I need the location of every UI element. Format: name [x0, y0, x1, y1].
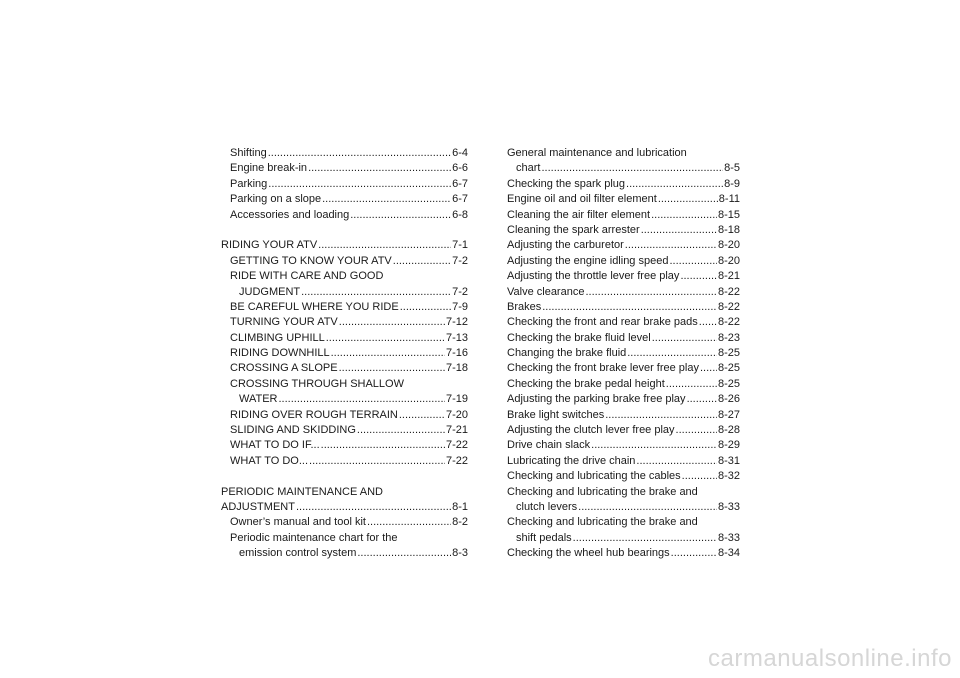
toc-entry[interactable] — [221, 346, 468, 361]
toc-page-number: 8-15 — [717, 208, 740, 221]
toc-entry[interactable] — [507, 161, 740, 176]
toc-leader-dots — [268, 177, 451, 192]
toc-column-left — [221, 146, 468, 562]
toc-leader-dots — [573, 531, 717, 546]
toc-leader-dots — [625, 238, 717, 253]
toc-page-number: 7-21 — [445, 424, 468, 437]
toc-page-number: 6-7 — [452, 177, 468, 190]
toc-leader-dots — [680, 269, 717, 284]
toc-page-number: 7-12 — [445, 316, 468, 329]
toc-entry[interactable] — [507, 300, 740, 315]
toc-leader-dots — [627, 346, 717, 361]
toc-leader-dots — [318, 238, 451, 253]
toc-entry[interactable] — [221, 285, 468, 300]
toc-entry-title: clutch levers — [516, 500, 578, 513]
toc-leader-dots — [585, 285, 717, 300]
toc-page-number: 8-18 — [717, 223, 740, 236]
toc-entry-title: RIDING DOWNHILL — [230, 347, 330, 360]
toc-entry-title: Checking the wheel hub bearings — [507, 547, 670, 560]
toc-entry-title: Shifting — [230, 146, 267, 159]
toc-leader-dots — [339, 315, 445, 330]
toc-leader-dots — [350, 208, 451, 223]
toc-page-number: 8-29 — [717, 439, 740, 452]
toc-entry[interactable] — [221, 269, 468, 284]
toc-entry[interactable] — [507, 377, 740, 392]
toc-page-number: 7-9 — [452, 300, 468, 313]
toc-page-number: 7-2 — [452, 254, 468, 267]
toc-leader-dots — [326, 331, 445, 346]
toc-entry-title: Checking the brake fluid level — [507, 331, 651, 344]
toc-entry-title: Changing the brake fluid — [507, 347, 627, 360]
toc-column-right — [507, 146, 740, 562]
toc-leader-dots — [669, 254, 717, 269]
toc-page-number: 8-11 — [718, 193, 740, 206]
toc-page-number: 7-18 — [445, 362, 468, 375]
toc-entry-title: PERIODIC MAINTENANCE AND — [221, 485, 383, 498]
toc-page-number: 8-22 — [717, 300, 740, 313]
toc-entry[interactable] — [507, 392, 740, 407]
toc-leader-dots — [658, 192, 718, 207]
toc-entry[interactable] — [507, 515, 740, 530]
toc-leader-dots — [357, 423, 445, 438]
toc-entry[interactable] — [507, 208, 740, 223]
toc-leader-dots — [666, 377, 717, 392]
toc-leader-dots — [301, 285, 451, 300]
toc-entry[interactable] — [507, 315, 740, 330]
toc-entry[interactable] — [507, 238, 740, 253]
toc-leader-dots — [296, 500, 451, 515]
toc-entry-title: CLIMBING UPHILL — [230, 331, 325, 344]
toc-entry[interactable] — [221, 192, 468, 207]
toc-leader-dots — [542, 300, 717, 315]
toc-entry-title: SLIDING AND SKIDDING — [230, 424, 356, 437]
toc-entry-title: TURNING YOUR ATV — [230, 316, 338, 329]
toc-entry-title: Checking the brake pedal height — [507, 377, 665, 390]
toc-entry-title: RIDING YOUR ATV — [221, 239, 318, 252]
toc-leader-dots — [393, 254, 451, 269]
toc-entry-title: Adjusting the parking brake free play — [507, 393, 686, 406]
toc-page-number: 7-20 — [445, 408, 468, 421]
toc-page-number: 8-22 — [717, 285, 740, 298]
toc-entry[interactable] — [221, 500, 468, 515]
toc-leader-dots — [541, 161, 723, 176]
toc-entry[interactable] — [221, 161, 468, 176]
toc-entry[interactable] — [221, 361, 468, 376]
toc-entry[interactable] — [221, 146, 468, 161]
toc-page-number: 7-1 — [452, 239, 468, 252]
toc-leader-dots — [399, 408, 445, 423]
toc-page-number: 8-26 — [717, 393, 740, 406]
toc-leader-dots — [605, 408, 717, 423]
toc-page-number: 8-20 — [717, 239, 740, 252]
toc-page-number: 8-5 — [724, 162, 740, 175]
toc-entry-title: Checking the spark plug — [507, 177, 626, 190]
toc-leader-dots — [321, 438, 445, 453]
toc-page-number: 6-7 — [452, 193, 468, 206]
toc-page-number: 7-22 — [445, 439, 468, 452]
toc-entry[interactable] — [507, 223, 740, 238]
toc-entry[interactable] — [507, 531, 740, 546]
toc-page-number: 6-6 — [452, 162, 468, 175]
toc-entry[interactable] — [221, 423, 468, 438]
toc-page-number: 8-1 — [452, 500, 468, 513]
toc-leader-dots — [636, 454, 717, 469]
toc-leader-dots — [309, 454, 445, 469]
toc-entry-title: Drive chain slack — [507, 439, 591, 452]
toc-leader-dots — [687, 392, 717, 407]
toc-entry[interactable] — [221, 254, 468, 269]
toc-entry[interactable] — [507, 500, 740, 515]
toc-entry-title: emission control system — [239, 547, 357, 560]
toc-page-number: 8-25 — [717, 362, 740, 375]
toc-entry[interactable] — [221, 300, 468, 315]
toc-page-number: 8-31 — [717, 454, 740, 467]
toc-entry[interactable] — [221, 438, 468, 453]
toc-entry-title: Periodic maintenance chart for the — [230, 531, 398, 544]
toc-entry-title: Parking — [230, 177, 268, 190]
toc-leader-dots — [700, 361, 717, 376]
toc-entry-title: Checking the front brake lever free play — [507, 362, 699, 375]
toc-entry-title: ADJUSTMENT — [221, 500, 295, 513]
toc-entry[interactable] — [221, 392, 468, 407]
toc-leader-dots — [578, 500, 717, 515]
toc-leader-dots — [671, 546, 717, 561]
toc-entry[interactable] — [507, 469, 740, 484]
toc-page-number: 8-25 — [717, 377, 740, 390]
toc-entry-title: CROSSING THROUGH SHALLOW — [230, 377, 404, 390]
toc-entry[interactable] — [507, 285, 740, 300]
toc-entry-title: WATER — [239, 393, 278, 406]
toc-page-number: 8-33 — [717, 531, 740, 544]
toc-leader-dots — [651, 208, 717, 223]
toc-entry-title: Engine break-in — [230, 162, 308, 175]
toc-entry-title: Accessories and loading — [230, 208, 350, 221]
toc-page-number: 7-22 — [445, 454, 468, 467]
toc-entry-title: Cleaning the spark arrester — [507, 223, 640, 236]
toc-entry-title: JUDGMENT — [239, 285, 301, 298]
toc-entry-title: General maintenance and lubrication — [507, 146, 687, 159]
toc-entry-title: Checking and lubricating the cables — [507, 470, 681, 483]
toc-leader-dots — [268, 146, 451, 161]
toc-entry[interactable] — [507, 454, 740, 469]
toc-leader-dots — [682, 469, 717, 484]
toc-entry-title: Brake light switches — [507, 408, 605, 421]
toc-leader-dots — [322, 192, 451, 207]
toc-entry-title: Owner’s manual and tool kit — [230, 516, 366, 529]
toc-spacer — [221, 223, 468, 238]
toc-leader-dots — [400, 300, 451, 315]
toc-leader-dots — [676, 423, 717, 438]
toc-page-number: 8-21 — [717, 270, 740, 283]
toc-entry[interactable] — [221, 531, 468, 546]
toc-spacer — [221, 469, 468, 484]
toc-leader-dots — [652, 331, 717, 346]
toc-page-number: 8-9 — [724, 177, 740, 190]
toc-leader-dots — [357, 546, 451, 561]
toc-entry[interactable] — [221, 546, 468, 561]
toc-leader-dots — [641, 223, 717, 238]
toc-page-number: 8-23 — [717, 331, 740, 344]
toc-entry[interactable] — [507, 346, 740, 361]
toc-leader-dots — [626, 177, 723, 192]
toc-entry[interactable] — [507, 177, 740, 192]
toc-leader-dots — [279, 392, 445, 407]
toc-page-number: 7-16 — [445, 347, 468, 360]
toc-page-number: 7-2 — [452, 285, 468, 298]
toc-entry-title: WHAT TO DO IF... — [230, 439, 320, 452]
toc-entry-title: shift pedals — [516, 531, 572, 544]
toc-page-number: 8-2 — [452, 516, 468, 529]
toc-entry-title: Lubricating the drive chain — [507, 454, 636, 467]
toc-entry-title: chart — [516, 162, 541, 175]
toc-entry[interactable] — [221, 408, 468, 423]
toc-entry[interactable] — [221, 377, 468, 392]
toc-entry[interactable] — [221, 315, 468, 330]
toc-entry-title: Adjusting the engine idling speed — [507, 254, 669, 267]
toc-entry-title: Cleaning the air filter element — [507, 208, 651, 221]
toc-entry-title: RIDE WITH CARE AND GOOD — [230, 270, 384, 283]
toc-entry-title: Valve clearance — [507, 285, 585, 298]
toc-page-number: 6-4 — [452, 146, 468, 159]
toc-page-number: 8-22 — [717, 316, 740, 329]
toc-entry[interactable] — [221, 331, 468, 346]
toc-page-number: 8-33 — [717, 500, 740, 513]
toc-page-number: 7-13 — [445, 331, 468, 344]
toc-entry[interactable] — [221, 454, 468, 469]
toc-page-number: 8-3 — [452, 547, 468, 560]
toc-entry[interactable] — [507, 254, 740, 269]
toc-leader-dots — [699, 315, 717, 330]
toc-entry-title: WHAT TO DO... — [230, 454, 309, 467]
toc-entry-title: Adjusting the throttle lever free play — [507, 270, 680, 283]
toc-entry-title: Brakes — [507, 300, 542, 313]
toc-leader-dots — [591, 438, 717, 453]
toc-entry[interactable] — [507, 546, 740, 561]
toc-entry[interactable] — [221, 208, 468, 223]
toc-page-number: 8-28 — [717, 424, 740, 437]
toc-entry[interactable] — [507, 438, 740, 453]
toc-entry[interactable] — [507, 146, 740, 161]
toc-page-number: 6-8 — [452, 208, 468, 221]
toc-page-number: 8-25 — [717, 347, 740, 360]
toc-entry-title: Parking on a slope — [230, 193, 322, 206]
toc-entry[interactable] — [221, 177, 468, 192]
toc-entry-title: GETTING TO KNOW YOUR ATV — [230, 254, 392, 267]
toc-entry-title: CROSSING A SLOPE — [230, 362, 338, 375]
toc-leader-dots — [331, 346, 445, 361]
toc-entry[interactable] — [507, 361, 740, 376]
toc-entry-title: Adjusting the carburetor — [507, 239, 624, 252]
toc-entry-title: Checking and lubricating the brake and — [507, 516, 698, 529]
toc-entry-title: BE CAREFUL WHERE YOU RIDE — [230, 300, 399, 313]
toc-leader-dots — [339, 361, 445, 376]
toc-entry[interactable] — [507, 408, 740, 423]
toc-entry-title: Checking the front and rear brake pads — [507, 316, 698, 329]
toc-entry-title: Engine oil and oil filter element — [507, 193, 657, 206]
toc-entry[interactable] — [507, 192, 740, 207]
toc-entry-title: Checking and lubricating the brake and — [507, 485, 698, 498]
toc-entry-title: RIDING OVER ROUGH TERRAIN — [230, 408, 398, 421]
toc-entry[interactable] — [507, 331, 740, 346]
toc-entry[interactable] — [221, 485, 468, 500]
toc-leader-dots — [367, 515, 451, 530]
toc-page-number: 8-27 — [717, 408, 740, 421]
toc-page-number: 8-20 — [717, 254, 740, 267]
toc-entry[interactable] — [507, 269, 740, 284]
toc-entry-title: Adjusting the clutch lever free play — [507, 424, 675, 437]
watermark-text: carmanualsonline.info — [708, 645, 952, 672]
toc-entry[interactable] — [221, 238, 468, 253]
toc-leader-dots — [308, 161, 451, 176]
toc-entry[interactable] — [507, 423, 740, 438]
toc-page-number: 8-34 — [717, 547, 740, 560]
toc-entry[interactable] — [507, 485, 740, 500]
toc-entry[interactable] — [221, 515, 468, 530]
toc-page-number: 8-32 — [717, 470, 740, 483]
toc-page-number: 7-19 — [445, 393, 468, 406]
